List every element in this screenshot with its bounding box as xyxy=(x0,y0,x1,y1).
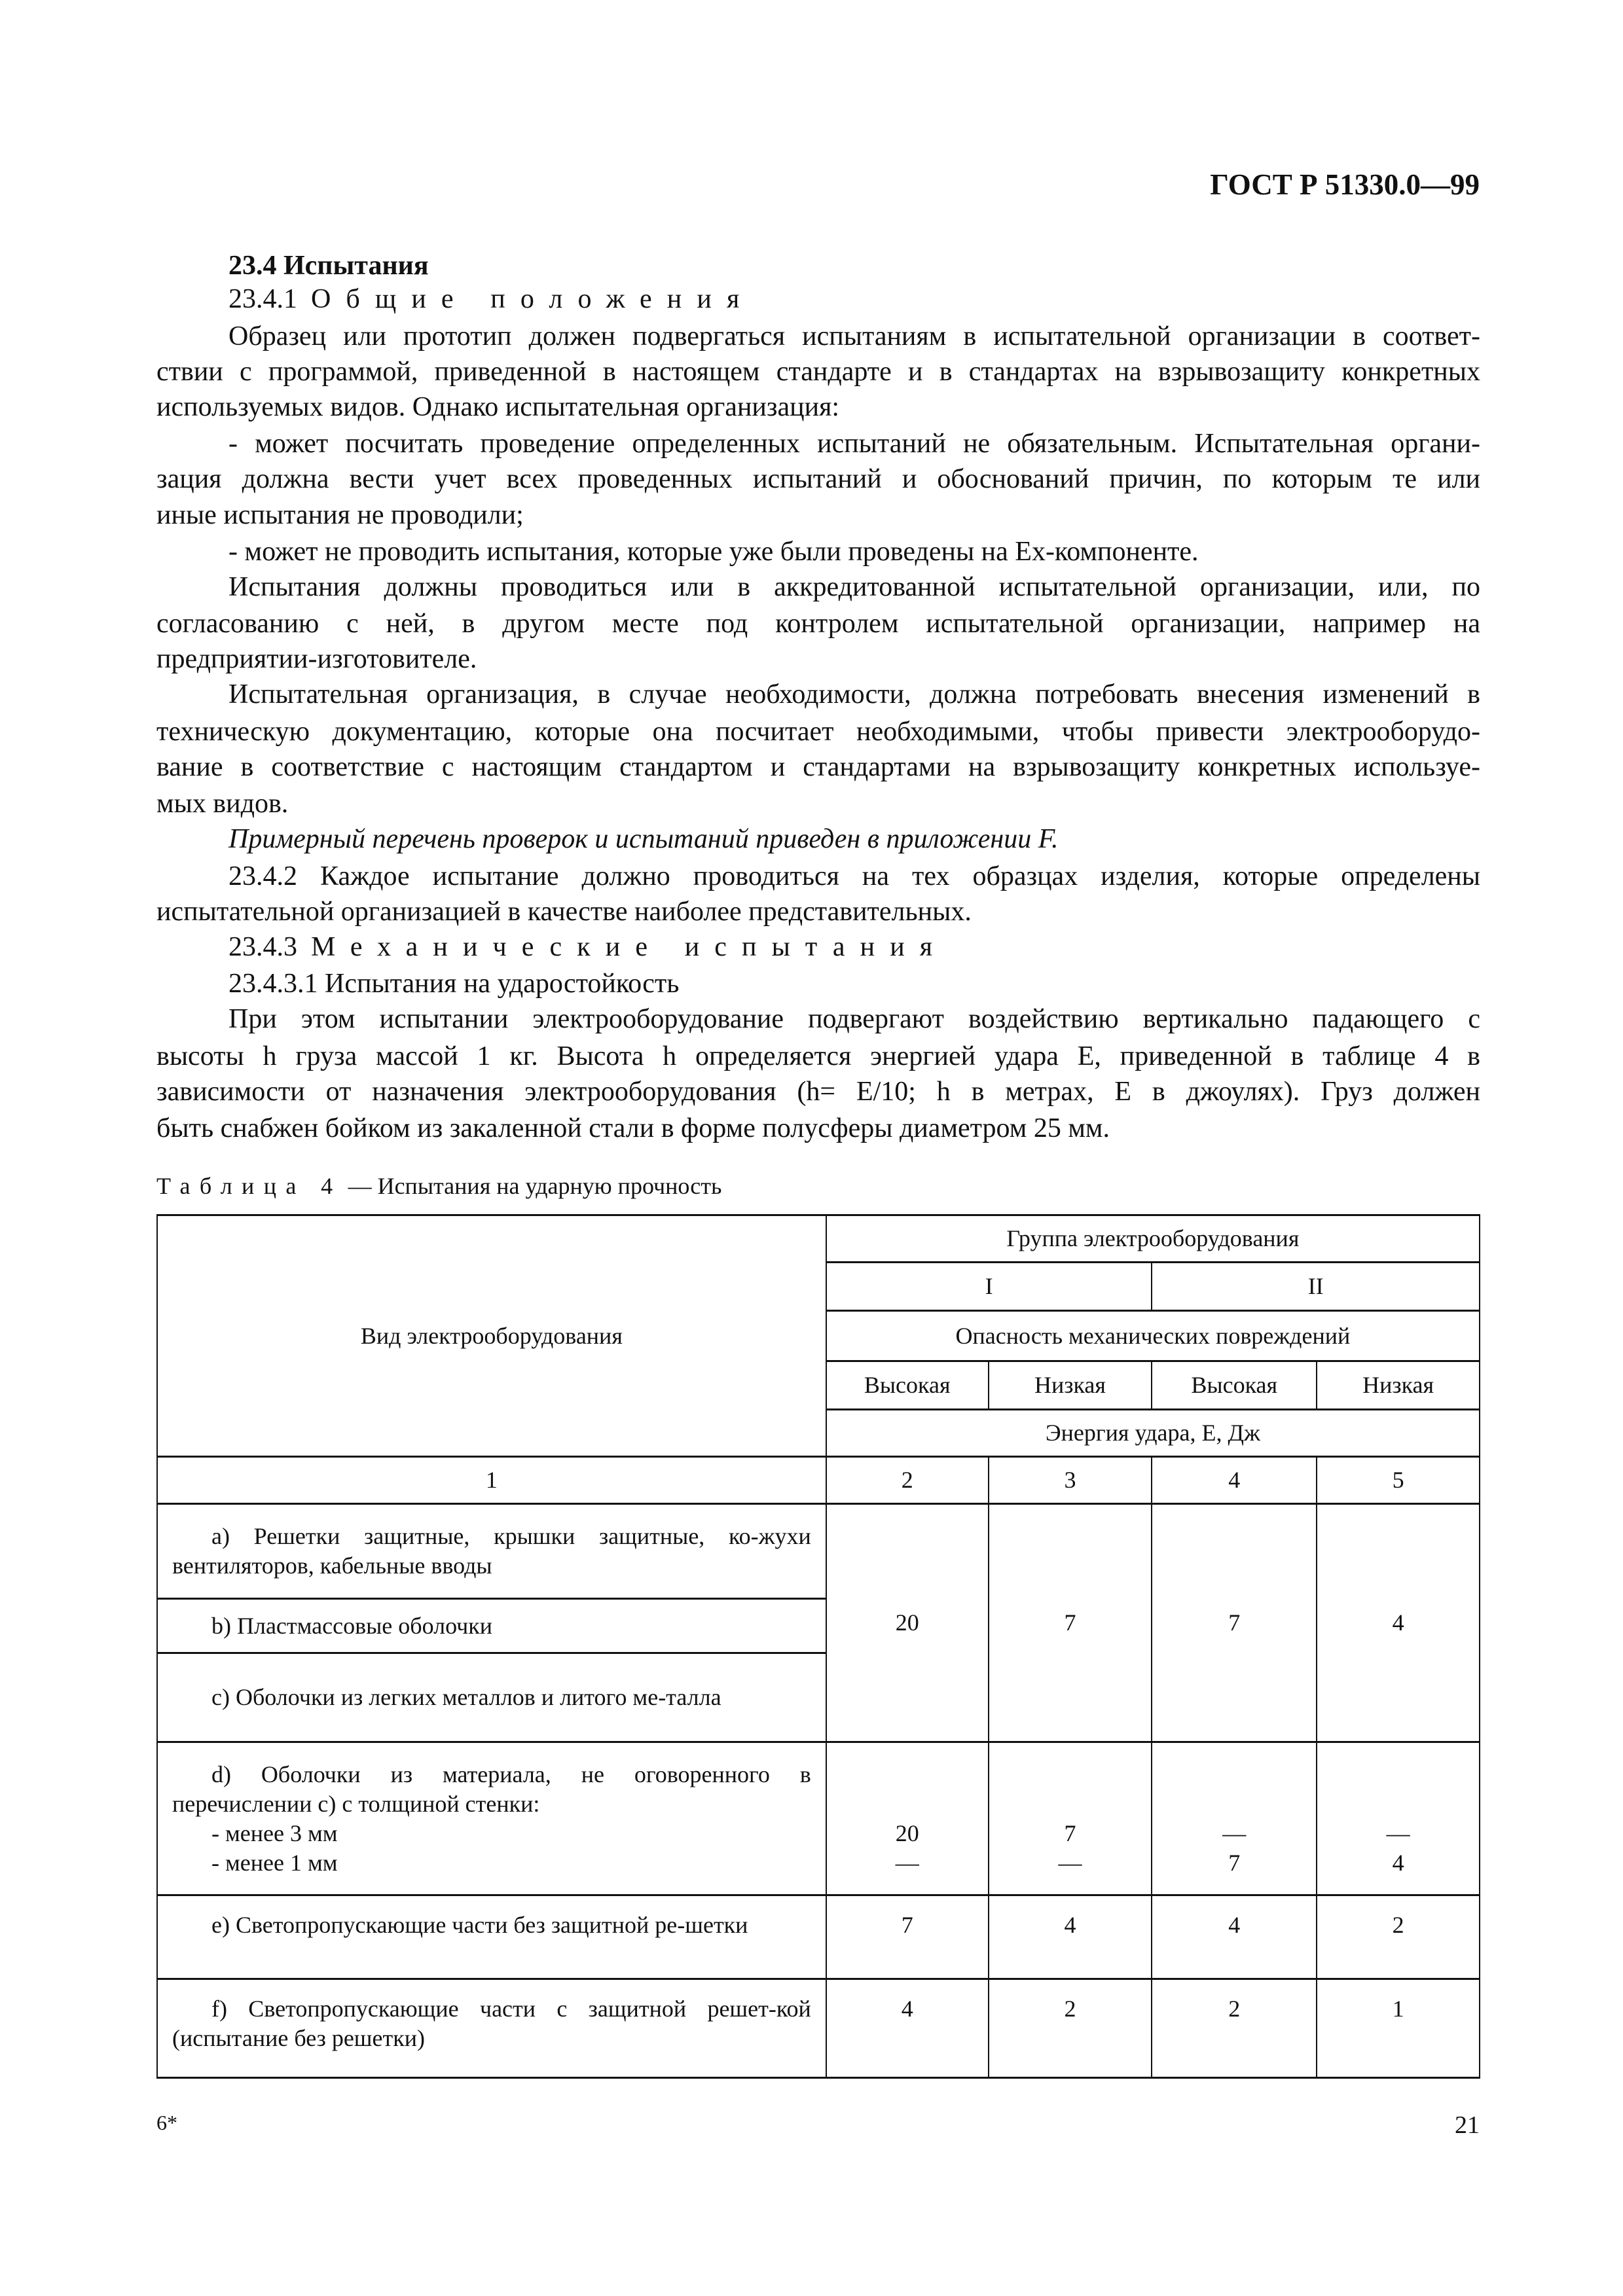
paragraph-line: вание в соответствие с настоящим стандартом и стандартами на взрывозащиту конкретных используе- xyxy=(156,752,1480,782)
paragraph-line: Образец или прототип должен подвергаться испытаниям в испытательной организации в соответ- xyxy=(228,321,1480,351)
header-low: Низкая xyxy=(1317,1361,1480,1410)
document-code: ГОСТ Р 51330.0—99 xyxy=(1210,168,1480,201)
note-line: Примерный перечень проверок и испытаний приведен в приложении F. xyxy=(228,824,1059,854)
value-cell: 4 xyxy=(989,1895,1152,1979)
value: 7 xyxy=(1228,1849,1241,1876)
table-caption-text: — Испытания на ударную прочность xyxy=(342,1173,722,1199)
row-c-label xyxy=(157,1653,826,1742)
column-number: 5 xyxy=(1317,1457,1480,1504)
paragraph-line: - может не проводить испытания, которые уже были проведены на Ex-компоненте. xyxy=(228,537,1199,567)
row-text: e) Светопропускающие части без защитной ре-шетки xyxy=(211,1912,748,1938)
value-cell: 4 xyxy=(826,1979,989,2078)
column-number: 4 xyxy=(1152,1457,1317,1504)
paragraph-line: Испытания должны проводиться или в аккредитованной испытательной организации, или, по xyxy=(228,572,1480,602)
value: 7 xyxy=(1064,1820,1076,1846)
subsection-name: Общие положения xyxy=(311,284,755,314)
header-group-2: II xyxy=(1152,1263,1480,1311)
paragraph-line: зация должна вести учет всех проведенных испытаний и обоснований причин, по которым те или xyxy=(156,464,1480,494)
value-cell: 7 xyxy=(989,1504,1152,1742)
value-cell: 2 xyxy=(1152,1979,1317,2078)
value-cell: 1 xyxy=(1317,1979,1480,2078)
row-b-label xyxy=(157,1599,826,1653)
subsection-title xyxy=(228,929,947,965)
paragraph-line: быть снабжен бойком из закаленной стали в форме полусферы диаметром 25 мм. xyxy=(156,1113,1110,1143)
value-cell: 2 xyxy=(1317,1895,1480,1979)
value-cell xyxy=(1317,1742,1480,1895)
paragraph-line: техническую документацию, которые она посчитает необходимыми, чтобы привести электрооборудо- xyxy=(156,717,1480,747)
value-cell: 7 xyxy=(826,1895,989,1979)
row-a-label xyxy=(157,1504,826,1599)
row-e-label xyxy=(157,1895,826,1979)
header-high: Высокая xyxy=(1152,1361,1317,1410)
column-number: 2 xyxy=(826,1457,989,1504)
paragraph-line: испытательной организацией в качестве наиболее представительных. xyxy=(156,897,972,927)
impact-test-table xyxy=(156,1214,1480,2079)
value: — xyxy=(1058,1849,1082,1876)
value-cell: 20 xyxy=(826,1504,989,1742)
footer-sheet-mark: 6* xyxy=(156,2111,177,2134)
value-cell xyxy=(989,1742,1152,1895)
value-cell: 4 xyxy=(1152,1895,1317,1979)
header-energy: Энергия удара, E, Дж xyxy=(826,1410,1480,1457)
paragraph-line: зависимости от назначения электрооборудования (h= E/10; h в метрах, E в джоулях). Груз должен xyxy=(156,1077,1480,1107)
paragraph-line: предприятии-изготовителе. xyxy=(156,644,477,674)
value: — xyxy=(1222,1820,1247,1846)
subsection-number: 23.4.1 xyxy=(228,284,297,314)
row-subitem: - менее 1 мм xyxy=(211,1849,338,1876)
row-d-label xyxy=(157,1742,826,1895)
value: 20 xyxy=(895,1820,919,1846)
value: 4 xyxy=(1392,1849,1404,1876)
row-f-label xyxy=(157,1979,826,2078)
page-number: 21 xyxy=(1455,2111,1480,2139)
paragraph-line: 23.4.2 Каждое испытание должно проводиться на тех образцах изделия, которые определены xyxy=(228,861,1480,891)
row-text: d) Оболочки из материала, не оговоренного в перечислении c) с толщиной стенки: xyxy=(172,1761,811,1817)
paragraph-line: используемых видов. Однако испытательная организация: xyxy=(156,392,840,422)
value: — xyxy=(895,1849,919,1876)
row-subitem: - менее 3 мм xyxy=(211,1820,338,1846)
paragraph-line: иные испытания не проводили; xyxy=(156,500,524,530)
section-title: 23.4 Испытания xyxy=(228,251,429,281)
value: — xyxy=(1386,1820,1410,1846)
header-high: Высокая xyxy=(826,1361,989,1410)
row-text: f) Светопропускающие части с защитной решет-кой (испытание без решетки) xyxy=(172,1996,811,2051)
row-text: c) Оболочки из легких металлов и литого ме-талла xyxy=(211,1684,721,1710)
column-number: 1 xyxy=(157,1457,826,1504)
header-kind: Вид электрооборудования xyxy=(157,1215,826,1457)
row-text: a) Решетки защитные, крышки защитные, ко-жухи вентиляторов, кабельные вводы xyxy=(172,1523,811,1579)
paragraph-line: ствии с программой, приведенной в настоящем стандарте и в стандартах на взрывозащиту конкретных xyxy=(156,357,1480,387)
subsection-name: Механические испытания xyxy=(311,932,948,962)
value-cell xyxy=(1152,1742,1317,1895)
value-cell: 7 xyxy=(1152,1504,1317,1742)
row-text: b) Пластмассовые оболочки xyxy=(211,1612,493,1639)
subsection-number: 23.4.3 xyxy=(228,932,297,962)
subsection-title xyxy=(228,281,754,317)
paragraph-line: Испытательная организация, в случае необходимости, должна потребовать внесения изменений в xyxy=(228,679,1480,709)
header-danger: Опасность механических повреждений xyxy=(826,1311,1480,1361)
paragraph-line: При этом испытании электрооборудование подвергают воздействию вертикально падающего с xyxy=(228,1004,1480,1034)
table-caption xyxy=(156,1168,721,1204)
paragraph-line: согласованию с ней, в другом месте под контролем испытательной организации, например на xyxy=(156,609,1480,639)
subsubsection-title: 23.4.3.1 Испытания на ударостойкость xyxy=(228,969,680,999)
column-number: 3 xyxy=(989,1457,1152,1504)
table-caption-label: Таблица 4 xyxy=(156,1173,342,1199)
header-low: Низкая xyxy=(989,1361,1152,1410)
paragraph-line: мых видов. xyxy=(156,789,289,819)
header-group: Группа электрооборудования xyxy=(826,1215,1480,1263)
value-cell: 2 xyxy=(989,1979,1152,2078)
header-group-1: I xyxy=(826,1263,1152,1311)
paragraph-line: - может посчитать проведение определенных испытаний не обязательным. Испытательная органи- xyxy=(228,429,1480,459)
paragraph-line: высоты h груза массой 1 кг. Высота h определяется энергией удара E, приведенной в таблице 4 в xyxy=(156,1041,1480,1071)
value-cell: 4 xyxy=(1317,1504,1480,1742)
value-cell xyxy=(826,1742,989,1895)
